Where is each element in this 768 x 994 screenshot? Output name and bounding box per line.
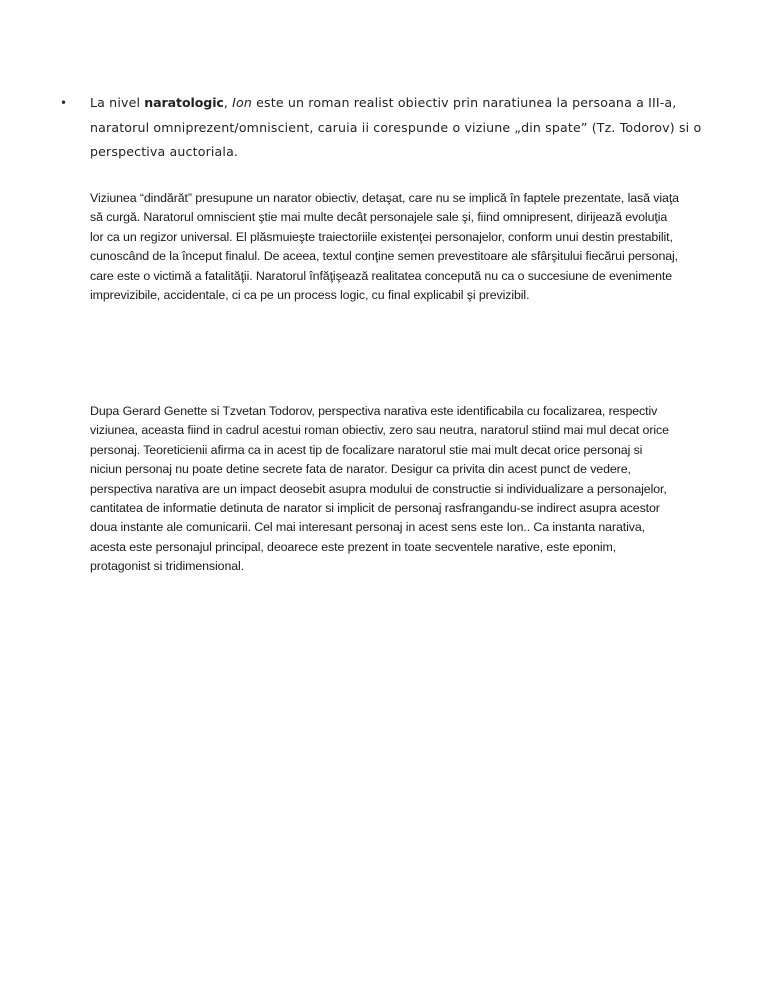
bullet-text — [90, 91, 720, 165]
paragraph-viziunea — [90, 189, 680, 305]
italic-title: Ion — [232, 95, 252, 110]
bullet-separator: , — [223, 95, 233, 110]
paragraph-genette — [90, 402, 670, 577]
paragraph-1-text: Viziunea “dindărăt” presupune un narator obiectiv, detaşat, care nu se implică în faptele prezentate, lasă viaţa să curgă. Naratorul omniscient ştie mai multe decât personajele sale şi, fiind omnipresent, dirijează evoluţia lor ca un regizor universal. El plăsmuieşte traiectoriile existenţei personajelor, conform unui destin prestabilit, cunoscând de la început finalul. De aceea, textul conţine semen prevestitoare ale sfârşitului fiecărui personaj, care este o victimă a fatalităţii. Naratorul înfăţişează realitatea concepută nu ca o succesiune de evenimente imprevizibile, accidentale, ci ca pe un process logic, cu final explicabil şi previzibil. — [90, 191, 679, 303]
bullet-list-item — [60, 91, 720, 165]
bullet-dot: • — [60, 96, 68, 110]
bullet-rest: este un roman realist obiectiv prin naratiunea la persoana a III-a, naratorul omniprezent/omniscient, caruia ii corespunde o viziune „din spate” (Tz. Todorov) si o perspectiva auctoriala. — [90, 95, 702, 159]
paragraph-2-text: Dupa Gerard Genette si Tzvetan Todorov, perspectiva narativa este identificabila cu focalizarea, respectiv viziunea, aceasta fiind in cadrul acestui roman obiectiv, zero sau neutra, naratorul stiind mai mul decat orice personaj. Teoreticienii afirma ca in acest tip de focalizare naratorul stie mai mult decat orice personaj si niciun personaj nu poate detine secrete fata de narator. Desigur ca privita din acest punct de vedere, perspectiva narativa are un impact deosebit asupra modului de constructie si individualizare a personajelor, cantitatea de informatie detinuta de narator si implicit de personaj rasfrangandu-se indirect asupra acestor doua instante ale comunicarii. Cel mai interesant personaj in acest sens este Ion.. Ca instanta narativa, acesta este personajul principal, deoarece este prezent in toate secventele narative, este eponim, protagonist si tridimensional. — [90, 404, 669, 574]
bold-term: naratologic — [144, 95, 224, 110]
bullet-prefix: La nivel — [90, 95, 145, 110]
